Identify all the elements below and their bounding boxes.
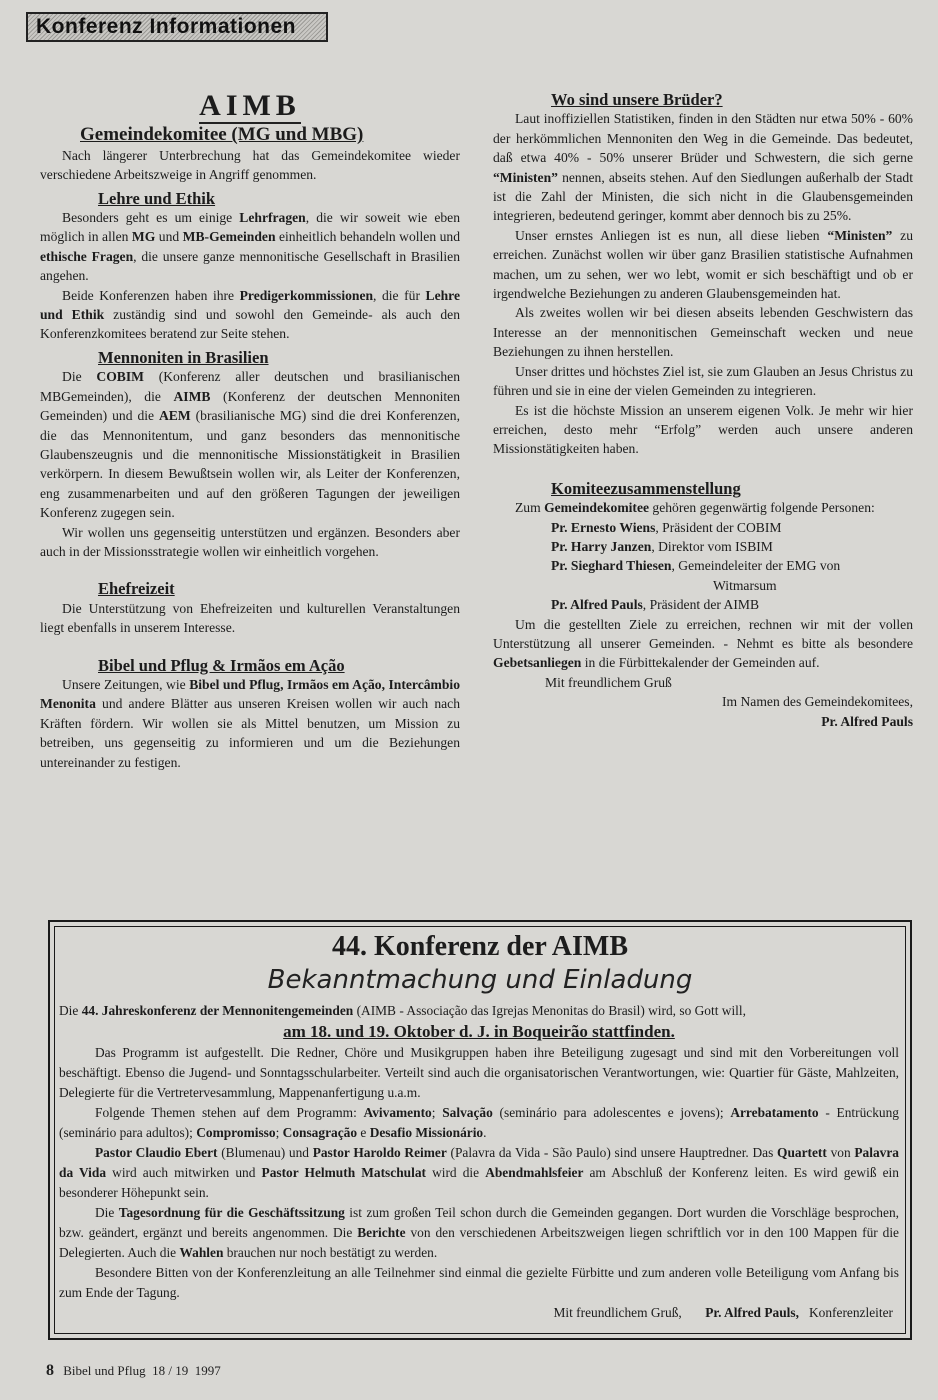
subheading-bibel-und-pflug: Bibel und Pflug & Irmãos em Ação bbox=[98, 655, 345, 675]
banner-title: Konferenz Informationen bbox=[36, 15, 297, 38]
issue-year: 1997 bbox=[194, 1363, 221, 1378]
announcement-paragraph-4: Pastor Claudio Ebert (Blumenau) und Pastor Haroldo Reimer (Palavra da Vida - São Paulo) sind unsere Hauptredner. Das Quartett von Palavra da Vida wird auch mitwirken und Pastor Helmuth Matschulat wird die Abendmahlsfeier am Abschluß der Konferenz leiten. Es wird gewiß ein besonderer Höhepunkt sein. bbox=[59, 1145, 899, 1200]
komitee-intro: Zum Gemeindekomitee gehören gegenwärtig folgende Personen: bbox=[515, 500, 875, 516]
mennoniten-paragraph-1: Die COBIM (Konferenz aller deutschen und brasilianischen MBGemeinden), die AIMB (Konferenz der deutschen Mennoniten Gemeinden) und die AEM (brasilianische MG) sind die drei Konferenzen, die das Mennonitentum, und ganz besonders das mennonitische Glaubenszeugnis und die mennonitische Missionstätigkeit in Brasilien verkörpern. In diesem Bewußtsein wollen wir, als Leiter der Konferenzen, eng zusammenarbeiten und auf den größeren Tagungen der jeweiligen Konferenz zugegen sein. bbox=[40, 369, 460, 521]
subheading-mennoniten: Mennoniten in Brasilien bbox=[98, 347, 269, 367]
brueder-paragraph-1: Laut inoffiziellen Statistiken, finden in den Städten nur etwa 50% - 60% der herkömmlichen Mennoniten den Weg in die Gemeinde. Das bedeutet, daß etwa 40% - 50% unserer Brüder und Schwestern, die sich gerne “Ministen” nennen, abseits stehen. Auf den Siedlungen außerhalb der Stadt ist die Zahl der Ministen, die sich nicht in die Glaubensgemeinden integrieren, bedeutend geringer, kommt aber dennoch bis zu 25%. bbox=[493, 111, 913, 224]
announcement-title: 44. Konferenz der AIMB bbox=[331, 931, 629, 962]
committee-list bbox=[493, 518, 913, 615]
brueder-paragraph-2: Unser ernstes Anliegen ist es nun, all diese lieben “Ministen” zu erreichen. Zunächst wollen wir über ganz Brasilien statistische Aufnahmen machen, um zu sehen, wer wo lebt, womit er sich beschäftigt und ob er irgendwelche Beziehungen zu anderen Glaubensgemeinden hat. bbox=[493, 227, 913, 302]
committee-member-continuation: Witmarsum bbox=[713, 577, 777, 593]
brueder-paragraph-4: Unser drittes und höchstes Ziel ist, sie zum Glauben an Jesus Christus zu führen und sie in eine der vielen Gemeinden zu integrieren. bbox=[493, 363, 913, 399]
bibel-paragraph: Unsere Zeitungen, wie Bibel und Pflug, Irmãos em Ação, Intercâmbio Menonita und andere Blätter aus unseren Kreisen wollen wir auch nach Kräften fördern. Wir wollen sie als Mittel benutzen, um Mission zu betreiben, uns gegenseitig zu informieren und um die Beziehungen untereinander zu festigen. bbox=[40, 676, 460, 770]
page-number: 8 bbox=[46, 1362, 54, 1379]
brueder-paragraph-5: Es ist die höchste Mission an unserem eigenen Volk. Je mehr wir hier erreichen, desto mehr “Erfolg” werden auch unsere anderen Missionstätigkeiten haben. bbox=[493, 402, 913, 457]
announcement-paragraph-2: Das Programm ist aufgestellt. Die Redner, Chöre und Musikgruppen haben ihre Beteiligung zugesagt und sind mit den Vorbereitungen voll beschäftigt. Ebenso die Jugend- und Sonntagsschularbeiter. Verteilt sind auch die organisatorischen Verantwortungen, wie: Quartier für Gäste, Mahlzeiten, Delegierte für die Vertretervesammlung, Mappenanfertigung u.a.m. bbox=[59, 1045, 899, 1100]
ehefreizeit-paragraph: Die Unterstützung von Ehefreizeiten und kulturellen Veranstaltungen liegt ebenfalls in unserem Interesse. bbox=[40, 600, 460, 636]
committee-member: Pr. Sieghard Thiesen, Gemeindeleiter der EMG von bbox=[551, 558, 841, 574]
mennoniten-paragraph-2: Wir wollen uns gegenseitig unterstützen und ergänzen. Besonders aber auch in der Missionsstrategie wollen wir einheitlich vorgehen. bbox=[40, 524, 460, 559]
section-banner bbox=[26, 12, 328, 42]
on-behalf-line: Im Namen des Gemeindekomitees, bbox=[721, 694, 913, 710]
announcement-body bbox=[55, 997, 905, 1323]
intro-paragraph: Nach längerer Unterbrechung hat das Gemeindekomitee wieder verschiedene Arbeitszweige in Angriff genommen. bbox=[40, 147, 460, 183]
announcement-box bbox=[48, 920, 912, 1340]
left-column bbox=[40, 90, 460, 772]
subheading-lehre: Lehre und Ethik bbox=[98, 188, 216, 208]
issue-number: 18 / 19 bbox=[152, 1363, 189, 1378]
publication-name: Bibel und Pflug bbox=[63, 1363, 146, 1378]
committee-member: Pr. Harry Janzen, Direktor vom ISBIM bbox=[551, 538, 773, 554]
announcement-subtitle: Bekanntmachung und Einladung bbox=[267, 965, 693, 995]
announcement-signature: Mit freundlichem Gruß, Pr. Alfred Pauls, Konferenzleiter bbox=[553, 1305, 893, 1320]
lehre-paragraph-2: Beide Konferenzen haben ihre Predigerkommissionen, die für Lehre und Ethik zuständig sind und sowohl den Gemeinde- als auch den Konferenzkomitees beratend zur Seite stehen. bbox=[40, 287, 460, 342]
announcement-inner-frame bbox=[54, 926, 906, 1334]
subheading-brueder: Wo sind unsere Brüder? bbox=[551, 90, 723, 109]
section-heading: Gemeindekomitee (MG und MBG) bbox=[80, 124, 364, 146]
committee-member: Pr. Alfred Pauls, Präsident der AIMB bbox=[551, 597, 760, 613]
signer-name: Pr. Alfred Pauls bbox=[821, 713, 913, 729]
page-footer bbox=[46, 1362, 221, 1380]
brueder-paragraph-3: Als zweites wollen wir bei diesen abseits lebenden Geschwistern das Interesse an der mennonitischen Gemeinschaft wecken und neue Beziehungen zu ihnen herstellen. bbox=[493, 305, 913, 360]
greeting: Mit freundlichem Gruß bbox=[545, 674, 672, 690]
event-date: am 18. und 19. Oktober d. J. in Boqueirão stattfinden. bbox=[283, 1022, 675, 1041]
lehre-paragraph-1: Besonders geht es um einige Lehrfragen, die wir soweit wie eben möglich in allen MG und MB-Gemeinden einheitlich behandeln wollen und ethische Fragen, die unsere ganze mennonitische Gesellschaft in Brasilien angehen. bbox=[40, 210, 460, 284]
right-column bbox=[493, 90, 913, 731]
announcement-paragraph-3: Folgende Themen stehen auf dem Programm: Avivamento; Salvação (seminário para adolescentes e jovens); Arrebatamento - Entrückung (seminário para adultos); Compromisso; Consagração e Desafio Missionário. bbox=[59, 1105, 899, 1140]
subheading-komitee: Komiteezusammenstellung bbox=[551, 478, 741, 498]
closing-paragraph: Um die gestellten Ziele zu erreichen, rechnen wir mit der vollen Unterstützung all unserer Gemeinden. - Nehmt es bitte als besondere Gebetsanliegen in die Fürbittekalender der Gemeinden auf. bbox=[493, 616, 913, 671]
announcement-paragraph-1: Die 44. Jahreskonferenz der Mennonitengemeinden (AIMB - Associação das Igrejas Menonitas do Brasil) wird, so Gott will, bbox=[59, 1003, 746, 1018]
article-title: AIMB bbox=[199, 89, 301, 122]
announcement-paragraph-5: Die Tagesordnung für die Geschäftssitzung ist zum großen Teil schon durch die Gemeinden gegangen. Dort wurden die Vorschläge besprochen, bzw. geändert, ergänzt und bereits angenommen. Die Berichte von den verschiedenen Arbeitszweigen liegen schriftlich vor in den 100 Mappen für die Delegierten. Auch die Wahlen brauchen nur noch bestätigt zu werden. bbox=[59, 1205, 899, 1260]
subheading-ehefreizeit: Ehefreizeit bbox=[98, 579, 175, 599]
announcement-paragraph-6: Besondere Bitten von der Konferenzleitung an alle Teilnehmer sind einmal die gezielte Fürbitte und zum anderen volle Beteiligung vom Anfang bis zum Ende der Tagung. bbox=[59, 1265, 899, 1300]
committee-member: Pr. Ernesto Wiens, Präsident der COBIM bbox=[551, 519, 782, 535]
